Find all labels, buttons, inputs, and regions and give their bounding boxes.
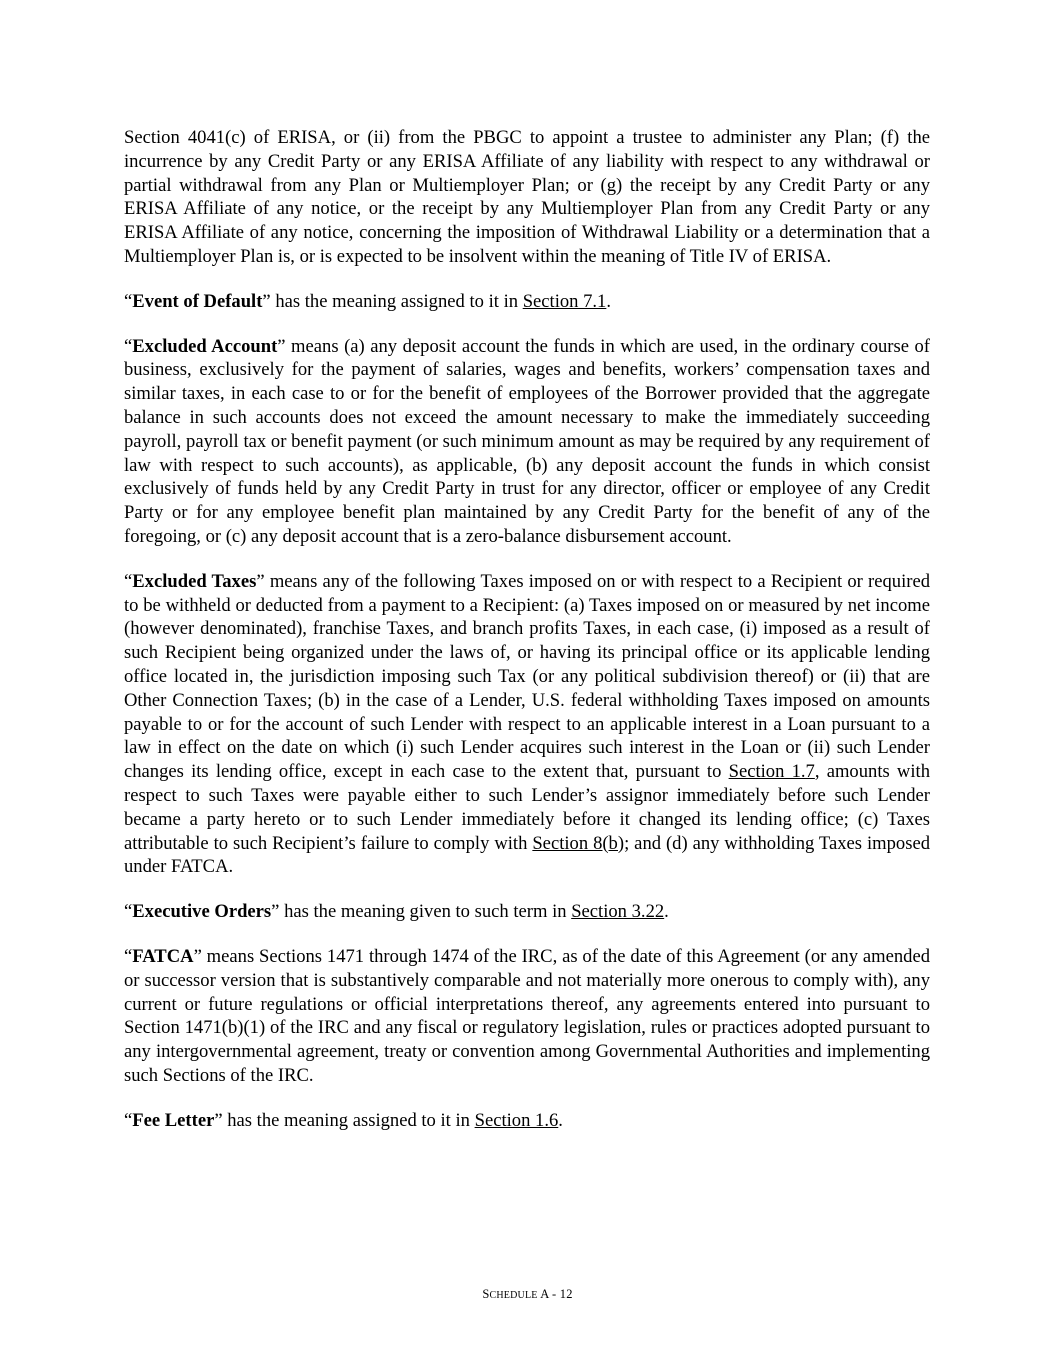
- definition-text: has the meaning assigned to it in: [270, 290, 523, 312]
- definition-text-end: .: [606, 290, 612, 312]
- document-page: [124, 126, 930, 1153]
- section-reference: Section 1.6: [474, 1109, 559, 1131]
- definition-text-end: ; and (d) any withholding Taxes imposed under FATCA.: [124, 832, 930, 878]
- definition-text: has the meaning assigned to it in: [222, 1109, 475, 1131]
- footer-schedule-rest: CHEDULE: [489, 1290, 538, 1301]
- definition-excluded-taxes: [124, 570, 930, 879]
- open-quote: “: [124, 901, 133, 923]
- close-quote: ”: [256, 570, 265, 592]
- page-footer: [0, 1287, 1055, 1302]
- definition-text-end: .: [664, 901, 669, 923]
- erisa-continuation-paragraph: Section 4041(c) of ERISA, or (ii) from the PBGC to appoint a trustee to administer any Plan; (f) the incurrence by any Credit Party or any ERISA Affiliate of any liability with respect to any withdrawal or partial withdrawal from any Plan or Multiemployer Plan; or (g) the receipt by any Credit Party or any ERISA Affiliate of any notice, or the receipt by any Multiemployer Plan from any Credit Party or any ERISA Affiliate of any notice, concerning the imposition of Withdrawal Liability or a determination that a Multiemployer Plan is, or is expected to be insolvent within the meaning of Title IV of ERISA.: [124, 127, 930, 267]
- definition-fatca: [124, 945, 930, 1088]
- defined-term: Event of Default: [132, 290, 263, 312]
- definition-excluded-account: [124, 335, 930, 549]
- section-reference: Section 8(b): [532, 832, 625, 854]
- footer-schedule-letter: A -: [537, 1287, 560, 1301]
- definition-fee-letter: [124, 1109, 930, 1133]
- footer-schedule-initial: S: [482, 1287, 490, 1301]
- close-quote: ”: [277, 335, 286, 357]
- defined-term: Fee Letter: [132, 1109, 215, 1131]
- definition-text: , amounts with respect to such Taxes were payable either to such Lender’s assignor immediately before such Lender became a party hereto or to such Lender immediately before it changed its lending office; (c) Taxes attributable to such Recipient’s failure to comply with: [124, 761, 930, 854]
- definition-text: means Sections 1471 through 1474 of the IRC, as of the date of this Agreement (or any amended or successor version that is substantively comparable and not materially more onerous to comply with), any current or future regulations or official interpretations thereof, any agreements entered into pursuant to Section 1471(b)(1) of the IRC and any fiscal or regulatory legislation, rules or practices adopted pursuant to any intergovernmental agreement, treaty or convention among Governmental Authorities and implementing such Sections of the IRC.: [124, 945, 930, 1086]
- section-reference: Section 7.1: [522, 290, 607, 312]
- defined-term: Executive Orders: [132, 901, 272, 923]
- close-quote: ”: [214, 1109, 223, 1131]
- definition-text: has the meaning given to such term in: [279, 901, 572, 923]
- definition-text: means any of the following Taxes imposed on or with respect to a Recipient or required to be withheld or deducted from a payment to a Recipient: (a) Taxes imposed on or measured by net income (however denominated), franchise Taxes, and branch profits Taxes, in each case, (i) imposed as a result of such Recipient being organized under the laws of, or having its principal office or its applicable lending office located in, the jurisdiction imposing such Tax (or any political subdivision thereof) or (ii) that are Other Connection Taxes; (b) in the case of a Lender, U.S. federal withholding Taxes imposed on amounts payable to or for the account of such Lender with respect to an applicable interest in a Loan pursuant to a law in effect on the date on which (i) such Lender acquires such interest in the Loan or (ii) such Lender changes its lending office, except in each case to the extent that, pursuant to: [124, 570, 930, 783]
- close-quote: ”: [271, 901, 280, 923]
- defined-term: FATCA: [132, 945, 194, 967]
- open-quote: “: [124, 290, 133, 312]
- open-quote: “: [124, 570, 133, 592]
- section-reference: Section 3.22: [571, 901, 665, 923]
- close-quote: ”: [193, 945, 202, 967]
- page-number: 12: [559, 1287, 573, 1301]
- section-reference: Section 1.7: [728, 761, 815, 783]
- definition-text: means (a) any deposit account the funds in which are used, in the ordinary course of business, exclusively for the payment of salaries, wages and benefits, workers’ compensation taxes and similar taxes, in each case to or for the benefit of employees of the Borrower provided that the aggregate balance in such accounts does not exceed the amount necessary to make the immediately succeeding payroll, payroll tax or benefit payment (or such minimum amount as may be required by any requirement of law with respect to such accounts), as applicable, (b) any deposit account the funds in which consist exclusively of funds held by any Credit Party in trust for any director, officer or employee of any Credit Party or for any employee benefit plan maintained by any Credit Party for the benefit of any of the foregoing, or (c) any deposit account that is a zero-balance disbursement account.: [124, 335, 930, 547]
- definition-executive-orders: [124, 900, 930, 924]
- definition-event-of-default: [124, 290, 930, 314]
- definition-text-end: .: [558, 1109, 563, 1131]
- defined-term: Excluded Account: [132, 335, 278, 357]
- open-quote: “: [124, 1109, 133, 1131]
- close-quote: ”: [262, 290, 271, 312]
- defined-term: Excluded Taxes: [132, 570, 257, 592]
- open-quote: “: [124, 335, 133, 357]
- open-quote: “: [124, 945, 133, 967]
